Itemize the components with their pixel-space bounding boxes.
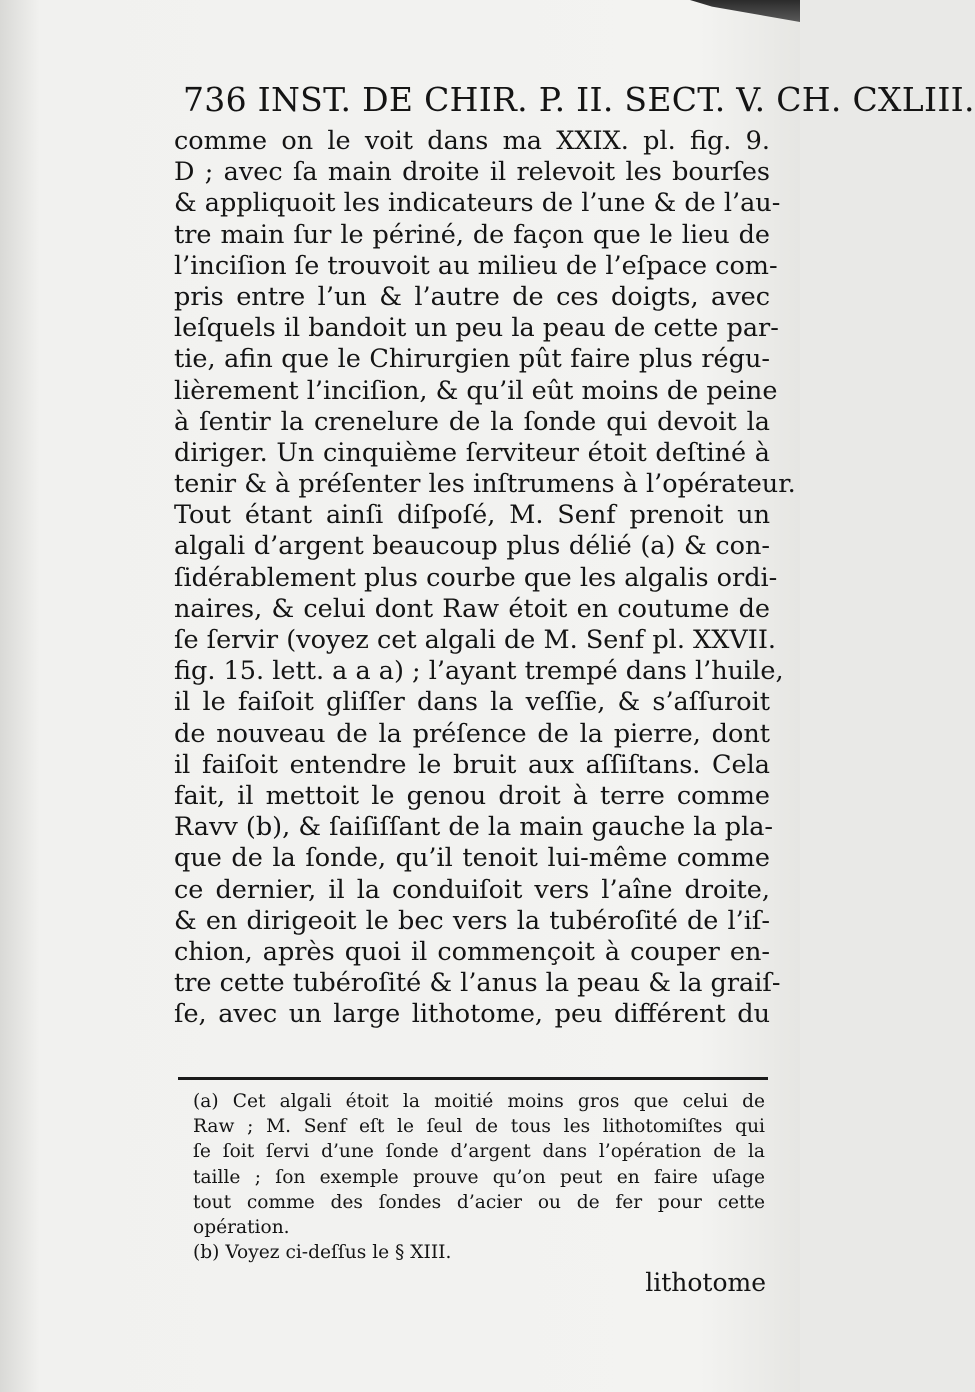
body-line: ſidérablement plus courbe que les algalis ordi- — [174, 562, 778, 593]
body-line: il faiſoit entendre le bruit aux aſſiſtans. Cela — [174, 749, 770, 780]
body-line: Ravv (b), & ſaiſiſſant de la main gauche la pla- — [174, 812, 774, 843]
body-line: l’inciſion ſe trouvoit au milieu de l’eſpace com- — [174, 250, 778, 281]
body-line: algali d’argent beaucoup plus délié (a) & con- — [174, 531, 770, 562]
footnotes — [193, 1089, 765, 1265]
body-line: ce dernier, il la conduiſoit vers l’aîne droite, — [174, 874, 770, 905]
body-line: & en dirigeoit le bec vers la tubéroſité de l’iſ- — [174, 905, 770, 936]
body-line: & appliquoit les indicateurs de l’une & de l’au- — [174, 188, 781, 219]
body-line: tre cette tubéroſité & l’anus la peau & la graiſ- — [174, 968, 781, 999]
body-line: Tout étant ainſi diſpoſé, M. Senf prenoit un — [174, 500, 770, 531]
body-line: chion, après quoi il commençoit à couper en- — [174, 936, 770, 967]
footnote-line: (a) Cet algali étoit la moitié moins gros que celui de — [193, 1091, 765, 1112]
body-line: fig. 15. lett. a a a) ; l’ayant trempé dans l’huile, — [174, 656, 784, 687]
body-line: ſe, avec un large lithotome, peu différent du — [174, 999, 770, 1030]
body-line: naires, & celui dont Raw étoit en coutume de — [174, 593, 770, 624]
body-line: comme on le voit dans ma XXIX. pl. fig. 9. — [174, 126, 770, 156]
body-line: de nouveau de la préſence de la pierre, dont — [174, 718, 770, 749]
body-line: diriger. Un cinquième ſerviteur étoit deſtiné à — [174, 437, 770, 468]
body-line: tre main ſur le périné, de façon que le lieu de — [174, 219, 770, 250]
body-line: ſe ſervir (voyez cet algali de M. Senf pl. XXVII. — [174, 625, 777, 655]
footnote-line: tout comme des ſondes d’acier ou de fer pour cette — [193, 1191, 765, 1213]
body-line: tie, afin que le Chirurgien pût faire plus régu- — [174, 344, 770, 375]
body-line: à ſentir la crenelure de la ſonde qui devoit la — [174, 406, 770, 437]
footnote-line: Raw ; M. Senf eſt le ſeul de tous les lithotomiſtes qui — [193, 1116, 765, 1138]
running-head: 736 INST. DE CHIR. P. II. SECT. V. CH. CXLIII. — [183, 80, 975, 119]
body-line: leſquels il bandoit un peu la peau de cette par- — [174, 313, 779, 344]
body-text — [174, 126, 796, 1030]
footnote-line: opération. — [193, 1216, 290, 1238]
footnote-rule — [178, 1077, 768, 1080]
body-line: tenir & à préſenter les inſtrumens à l’opérateur. — [174, 469, 796, 500]
body-line: pris entre l’un & l’autre de ces doigts, avec — [174, 281, 770, 312]
footnote-line: (b) Voyez ci-deſſus le § XIII. — [193, 1242, 452, 1264]
catchword: lithotome — [645, 1268, 766, 1297]
body-line: D ; avec ſa main droite il relevoit les bourſes — [174, 157, 770, 188]
body-line: que de la ſonde, qu’il tenoit lui-même comme — [174, 843, 770, 874]
body-line: lièrement l’inciſion, & qu’il eût moins de peine — [174, 375, 778, 406]
footnote-line: taille ; ſon exemple prouve qu’on peut en faire uſage — [193, 1166, 765, 1188]
page-corner-shadow — [690, 0, 800, 22]
footnote-line: ſe ſoit ſervi d’une ſonde d’argent dans l’opération de la — [193, 1141, 765, 1163]
body-line: fait, il mettoit le genou droit à terre comme — [174, 780, 770, 811]
body-line: il le faiſoit gliſſer dans la veſſie, & s’aſſuroit — [174, 687, 770, 718]
